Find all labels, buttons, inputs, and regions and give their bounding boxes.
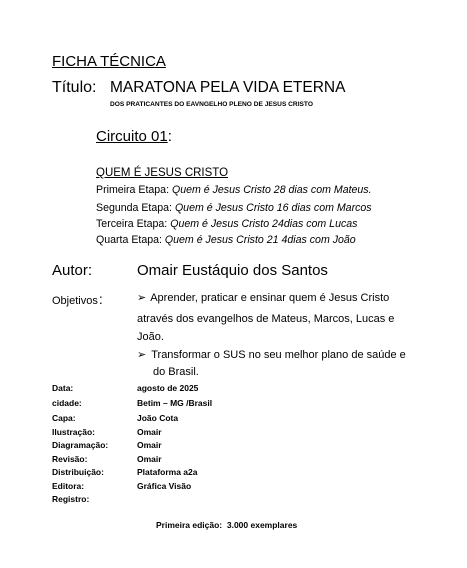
objective-text-line: João. <box>137 331 164 343</box>
detail-value: Betim – MG /Brasil <box>137 398 213 408</box>
objective-text-line: através dos evangelhos de Mateus, Marcos, Lucas e <box>137 313 395 325</box>
stage-line <box>96 184 372 196</box>
title-label: Título: <box>52 79 97 96</box>
detail-label: Diagramação: <box>52 440 109 450</box>
detail-label: Ilustração: <box>52 427 95 437</box>
stage-line <box>96 234 356 246</box>
stage-text: Quem é Jesus Cristo 16 dias com Marcos <box>174 202 372 214</box>
circuit-colon: : <box>167 128 172 145</box>
objectives-label <box>52 291 103 307</box>
arrow-bullet-icon: ➢ <box>137 349 147 361</box>
author-name: Omair Eustáquio dos Santos <box>137 262 328 279</box>
detail-value: Gráfica Visão <box>137 481 192 491</box>
stage-line <box>96 202 372 214</box>
book-title: MARATONA PELA VIDA ETERNA <box>110 79 346 96</box>
section-title: QUEM É JESUS CRISTO <box>96 167 229 179</box>
arrow-bullet-icon: ➢ <box>137 292 147 304</box>
detail-label: Editora: <box>52 481 85 491</box>
circuit-label: Circuito 01 <box>96 128 168 145</box>
author-label: Autor: <box>52 262 93 279</box>
stage-text: Quem é Jesus Cristo 24dias com Lucas <box>170 218 358 230</box>
objective-text: Aprender, praticar e ensinar quem é Jesus Cristo <box>150 292 390 304</box>
stage-label: Terceira Etapa: <box>96 218 171 230</box>
detail-label: Revisão: <box>52 454 88 464</box>
stage-label: Primeira Etapa: <box>96 184 172 196</box>
detail-value: agosto de 2025 <box>137 383 199 393</box>
detail-label: cidade: <box>52 398 82 408</box>
circuit-heading <box>96 128 172 145</box>
stage-label: Segunda Etapa: <box>96 202 175 214</box>
stage-text: Quem é Jesus Cristo 21 4dias com João <box>164 234 356 246</box>
objective-text: Transformar o SUS no seu melhor plano de saúde e <box>151 349 406 361</box>
detail-value: Omair <box>137 454 162 464</box>
detail-label: Distribuição: <box>52 467 104 477</box>
detail-label: Capa: <box>52 413 76 423</box>
objectives-label-text: Objetivos <box>52 295 98 307</box>
detail-value: Plataforma a2a <box>137 467 198 477</box>
page-heading: FICHA TÉCNICA <box>52 53 166 70</box>
detail-label: Registro: <box>52 494 90 504</box>
stage-text: Quem é Jesus Cristo 28 dias com Mateus. <box>171 184 372 196</box>
objective-text-line: do Brasil. <box>153 366 199 378</box>
stage-label: Quarta Etapa: <box>96 234 165 246</box>
detail-label: Data: <box>52 383 74 393</box>
detail-value: Omair <box>137 440 162 450</box>
stage-line <box>96 218 357 230</box>
detail-value: João Cota <box>137 413 179 423</box>
objective-item <box>137 348 406 361</box>
edition-info: Primeira edição: 3.000 exemplares <box>156 520 298 530</box>
book-subtitle: DOS PRATICANTES DO EAVNGELHO PLENO DE JESUS CRISTO <box>110 101 313 108</box>
objectives-colon: : <box>98 291 103 307</box>
detail-value: Omair <box>137 427 162 437</box>
objective-item <box>137 291 389 304</box>
